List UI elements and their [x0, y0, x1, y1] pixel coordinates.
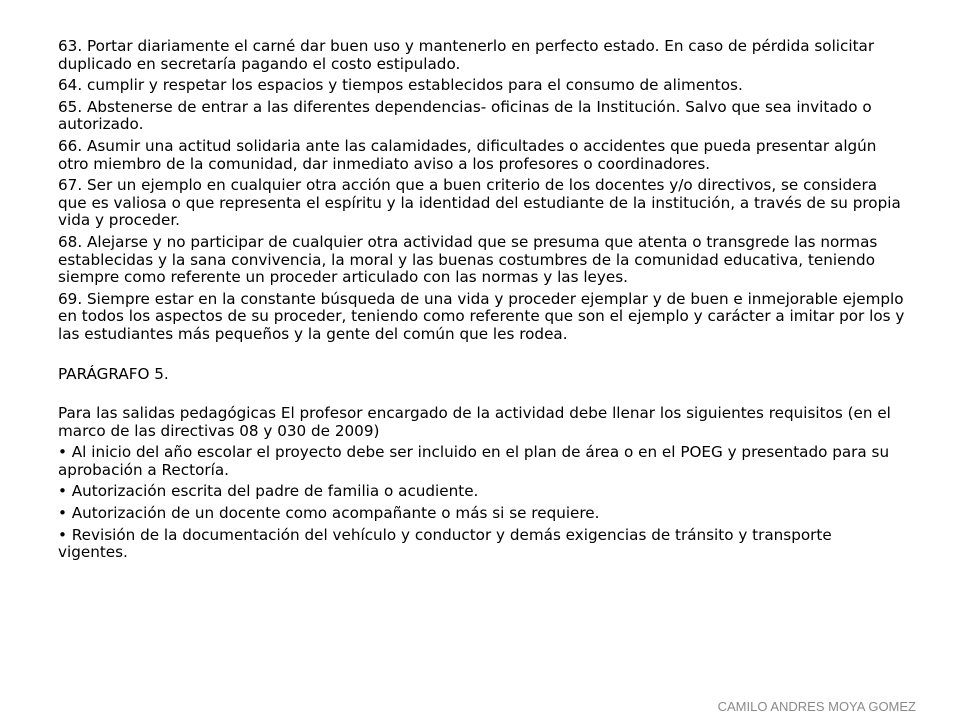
rule-item-67: 67. Ser un ejemplo en cualquier otra acción que a buen criterio de los docentes y/o directivos, se considera que es valiosa o que representa el espíritu y la identidad del estudiante de la institución, a través de su propia vida y proceder.: [58, 176, 901, 230]
rule-item-69: 69. Siempre estar en la constante búsqueda de una vida y proceder ejemplar y de buen e inmejorable ejemplo en todos los aspectos de su proceder, teniendo como referente que son el ejemplo y carácter a imitar por los y las estudiantes más pequeños y la gente del común que les rodea.: [58, 289, 905, 343]
footer-author: CAMILO ANDRES MOYA GOMEZ: [717, 699, 916, 714]
rule-item-66: 66. Asumir una actitud solidaria ante las calamidades, dificultades o accidentes que pueda presentar algún otro miembro de la comunidad, dar inmediato aviso a los profesores o coordinadores.: [58, 136, 877, 173]
rule-item-63: 63. Portar diariamente el carné dar buen uso y mantenerlo en perfecto estado. En caso de pérdida solicitar duplicado en secretaría pagando el costo estipulado.: [58, 37, 875, 73]
rule-item-68: 68. Alejarse y no participar de cualquier otra actividad que se presuma que atenta o transgrede las normas establecidas y la sana convivencia, la moral y las buenas costumbres de la comunidad educativa, teniendo siempre como referente un proceder articulado con las normas y las leyes.: [58, 232, 878, 287]
requirement-bullet-2: • Autorización escrita del padre de familia o acudiente.: [58, 482, 479, 501]
requirement-bullet-3: • Autorización de un docente como acompañante o más si se requiere.: [58, 504, 600, 523]
section-title: PARÁGRAFO 5.: [58, 364, 169, 383]
requirement-bullet-1: • Al inicio del año escolar el proyecto debe ser incluido en el plan de área o en el POEG y presentado para su aprobación a Rectoría.: [58, 443, 890, 479]
requirement-bullet-4: • Revisión de la documentación del vehículo y conductor y demás exigencias de tránsito y transporte vigentes.: [58, 525, 832, 562]
section-intro: Para las salidas pedagógicas El profesor encargado de la actividad debe llenar los siguientes requisitos (en el marco de las directivas 08 y 030 de 2009): [58, 404, 891, 440]
rule-item-64: 64. cumplir y respetar los espacios y tiempos establecidos para el consumo de alimentos.: [58, 76, 743, 95]
document-body: [58, 38, 906, 566]
rule-item-65: 65. Abstenerse de entrar a las diferentes dependencias- oficinas de la Institución. Salvo que sea invitado o autorizado.: [58, 97, 872, 134]
